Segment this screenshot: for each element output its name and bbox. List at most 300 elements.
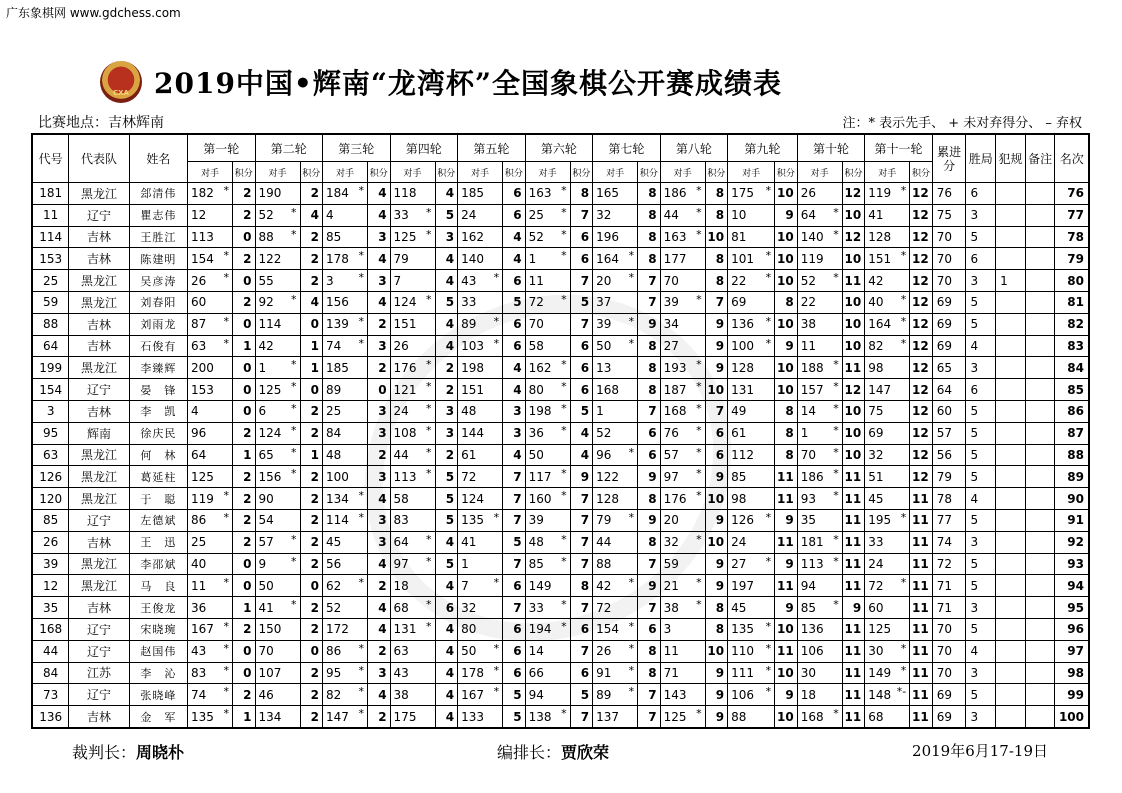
round-opponent <box>390 226 435 248</box>
rank: 89 <box>1055 466 1089 488</box>
player-name: 李 凯 <box>129 400 187 422</box>
round-points: 2 <box>300 183 323 205</box>
opponent-code: 134 <box>258 709 282 724</box>
progressive-score: 70 <box>932 270 966 292</box>
round-opponent <box>255 204 300 226</box>
round-opponent <box>323 313 368 335</box>
round-points: 4 <box>368 553 391 575</box>
player-code: 26 <box>32 531 69 553</box>
round-points: 7 <box>570 553 593 575</box>
round-points: 11 <box>775 488 798 510</box>
round-opponent <box>188 575 233 597</box>
round-points: 11 <box>775 640 798 662</box>
first-move-mark: * <box>628 663 635 677</box>
first-move-mark: * <box>358 336 365 350</box>
round-points: 9 <box>705 706 728 728</box>
round-opponent <box>525 379 570 401</box>
round-points: 7 <box>503 597 526 619</box>
opponent-code: 90 <box>258 491 274 506</box>
round-points: 9 <box>570 466 593 488</box>
remark <box>1025 357 1055 379</box>
opponent-code: 24 <box>393 404 409 419</box>
round-opponent <box>865 291 910 313</box>
opponent-code: 86 <box>326 644 342 659</box>
first-move-mark: * <box>561 467 567 481</box>
round-opponent <box>188 444 233 466</box>
opponent-code: 42 <box>596 578 612 593</box>
round-points: 10 <box>842 335 865 357</box>
round-points: 7 <box>570 706 593 728</box>
round-opponent <box>865 183 910 205</box>
opponent-code: 143 <box>663 687 687 702</box>
round-points: 6 <box>570 357 593 379</box>
opponent-code: 52 <box>800 273 816 288</box>
points-subheader: 积分 <box>503 162 526 183</box>
rank: 97 <box>1055 640 1089 662</box>
fouls-count <box>996 313 1026 335</box>
round-opponent <box>323 553 368 575</box>
player-code: 126 <box>32 466 69 488</box>
opponent-code: 198 <box>528 404 552 419</box>
opponent-code: 193 <box>663 360 687 375</box>
round-opponent <box>797 422 842 444</box>
opponent-code: 75 <box>868 404 884 419</box>
round-points: 12 <box>910 204 933 226</box>
player-team: 黑龙江 <box>69 444 129 466</box>
round-opponent <box>255 379 300 401</box>
first-move-mark: * <box>561 532 567 546</box>
first-move-mark: * <box>426 401 432 415</box>
opponent-code: 55 <box>258 273 274 288</box>
opponent-code: 89 <box>326 382 342 397</box>
round-opponent <box>458 226 503 248</box>
points-subheader: 积分 <box>910 162 933 183</box>
round-points: 7 <box>705 400 728 422</box>
round-points: 7 <box>570 597 593 619</box>
round-header: 第四轮 <box>390 134 458 162</box>
round-points: 5 <box>570 400 593 422</box>
player-team: 黑龙江 <box>69 466 129 488</box>
opponent-code: 122 <box>596 469 619 484</box>
opponent-code: 11 <box>528 273 544 288</box>
round-opponent <box>188 204 233 226</box>
first-move-mark: * <box>291 227 297 241</box>
opponent-code: 39 <box>596 317 612 332</box>
round-opponent <box>188 357 233 379</box>
round-opponent <box>323 575 368 597</box>
opponent-code: 195 <box>868 513 892 528</box>
fouls-count <box>996 335 1026 357</box>
round-opponent <box>797 531 842 553</box>
opponent-code: 151 <box>393 317 417 332</box>
round-points: 11 <box>910 684 933 706</box>
opponent-code: 113 <box>800 556 824 571</box>
opponent-code: 25 <box>326 404 342 419</box>
round-opponent <box>188 553 233 575</box>
first-move-mark: * <box>628 271 635 285</box>
round-points: 7 <box>503 553 526 575</box>
round-opponent <box>458 400 503 422</box>
remark <box>1025 444 1055 466</box>
round-opponent <box>593 466 638 488</box>
player-name: 吴彦涛 <box>129 270 187 292</box>
round-points: 4 <box>435 575 458 597</box>
first-move-mark: * <box>696 576 702 590</box>
round-points: 4 <box>368 204 391 226</box>
opponent-code: 198 <box>461 360 484 375</box>
round-points: 2 <box>233 291 256 313</box>
round-opponent <box>797 575 842 597</box>
round-points: 1 <box>300 357 323 379</box>
round-opponent <box>458 640 503 662</box>
round-opponent <box>593 248 638 270</box>
round-points: 8 <box>705 183 728 205</box>
rank: 85 <box>1055 379 1089 401</box>
round-points: 2 <box>300 662 323 684</box>
remark <box>1025 248 1055 270</box>
opponent-code: 39 <box>528 513 544 528</box>
opponent-code: 34 <box>663 317 679 332</box>
first-move-mark: * <box>223 184 229 197</box>
opponent-code: 98 <box>868 360 884 375</box>
opponent-code: 164 <box>868 317 892 332</box>
first-move-mark: * <box>291 205 297 219</box>
round-opponent <box>728 248 775 270</box>
rank: 90 <box>1055 488 1089 510</box>
opponent-code: 52 <box>528 229 544 244</box>
first-move-mark: * <box>628 510 635 524</box>
round-points: 12 <box>910 357 933 379</box>
opponent-code: 46 <box>258 687 274 702</box>
opponent-code: 93 <box>800 491 816 506</box>
opponent-code: 151 <box>461 382 484 397</box>
round-opponent <box>525 618 570 640</box>
first-move-mark: * <box>291 380 297 394</box>
first-move-mark: * <box>696 467 702 481</box>
progressive-score: 76 <box>932 183 966 205</box>
wins-count: 5 <box>966 291 996 313</box>
round-points: 12 <box>910 270 933 292</box>
round-points: 7 <box>638 270 661 292</box>
opponent-code: 119 <box>868 186 892 201</box>
wins-count: 5 <box>966 575 996 597</box>
opponent-code: 184 <box>326 186 349 201</box>
first-move-mark: * <box>696 184 702 197</box>
opponent-code: 32 <box>663 535 679 550</box>
round-opponent <box>728 335 775 357</box>
round-points: 5 <box>435 291 458 313</box>
round-opponent <box>255 226 300 248</box>
wins-count: 3 <box>966 270 996 292</box>
round-points: 3 <box>368 270 391 292</box>
round-points: 3 <box>368 531 391 553</box>
round-points: 6 <box>503 618 526 640</box>
round-opponent <box>525 662 570 684</box>
round-opponent <box>660 357 705 379</box>
round-points: 11 <box>842 531 865 553</box>
opponent-code: 11 <box>800 338 816 353</box>
opponent-code: 60 <box>868 600 884 615</box>
opponent-code: 24 <box>461 208 477 223</box>
opponent-code: 97 <box>393 556 409 571</box>
round-opponent <box>797 444 842 466</box>
fouls-count <box>996 531 1026 553</box>
first-move-mark: * <box>358 685 365 699</box>
opponent-code: 96 <box>191 426 207 441</box>
first-move-mark: * <box>358 576 365 590</box>
round-opponent <box>255 706 300 728</box>
player-name: 瞿志伟 <box>129 204 187 226</box>
table-row <box>32 357 1089 379</box>
opponent-code: 125 <box>258 382 282 397</box>
points-subheader: 积分 <box>233 162 256 183</box>
fouls-count <box>996 466 1026 488</box>
round-points: 5 <box>570 291 593 313</box>
opponent-code: 147 <box>326 709 349 724</box>
round-points: 6 <box>503 640 526 662</box>
opponent-code: 188 <box>800 360 824 375</box>
opponent-code: 168 <box>663 404 687 419</box>
round-points: 4 <box>570 444 593 466</box>
round-points: 11 <box>775 575 798 597</box>
opponent-code: 156 <box>326 295 349 310</box>
round-opponent <box>458 618 503 640</box>
remark <box>1025 313 1055 335</box>
round-points: 5 <box>435 488 458 510</box>
table-row <box>32 444 1089 466</box>
round-opponent <box>525 509 570 531</box>
opponent-code: 101 <box>731 251 755 266</box>
first-move-mark: * <box>561 358 567 372</box>
opponent-code: 72 <box>461 469 477 484</box>
col-header-progressive: 累进分 <box>932 134 966 183</box>
round-points: 9 <box>705 684 728 706</box>
opponent-subheader: 对手 <box>797 162 842 183</box>
opponent-code: 163 <box>663 229 687 244</box>
round-opponent <box>188 488 233 510</box>
first-move-mark: * <box>765 510 772 524</box>
first-move-mark: * <box>358 314 365 328</box>
round-points: 10 <box>775 706 798 728</box>
round-points: 6 <box>435 597 458 619</box>
round-points: 7 <box>570 509 593 531</box>
round-opponent <box>525 313 570 335</box>
round-points: 7 <box>570 313 593 335</box>
round-points: 12 <box>842 226 865 248</box>
table-row <box>32 226 1089 248</box>
opponent-code: 124 <box>393 295 417 310</box>
round-opponent <box>323 204 368 226</box>
round-opponent <box>797 248 842 270</box>
round-points: 0 <box>300 379 323 401</box>
first-move-mark: * <box>628 249 635 263</box>
opponent-code: 57 <box>663 447 679 462</box>
progressive-score: 74 <box>932 531 966 553</box>
round-points: 0 <box>233 662 256 684</box>
opponent-code: 12 <box>191 208 207 223</box>
round-points: 7 <box>705 291 728 313</box>
rank: 76 <box>1055 183 1089 205</box>
rank: 83 <box>1055 335 1089 357</box>
remark <box>1025 226 1055 248</box>
round-opponent <box>728 422 775 444</box>
round-points: 8 <box>705 618 728 640</box>
round-opponent <box>390 684 435 706</box>
round-points: 9 <box>638 466 661 488</box>
fouls-count <box>996 509 1026 531</box>
round-points: 7 <box>570 204 593 226</box>
round-points: 10 <box>775 226 798 248</box>
opponent-code: 45 <box>731 600 747 615</box>
round-opponent <box>323 422 368 444</box>
first-move-mark: * <box>628 641 635 655</box>
round-points: 8 <box>705 248 728 270</box>
opponent-code: 88 <box>596 556 612 571</box>
round-opponent <box>525 291 570 313</box>
round-points: 6 <box>503 575 526 597</box>
round-points: 3 <box>368 466 391 488</box>
opponent-code: 41 <box>868 208 884 223</box>
round-opponent <box>728 270 775 292</box>
wins-count: 3 <box>966 357 996 379</box>
opponent-code: 85 <box>731 469 747 484</box>
opponent-code: 21 <box>663 578 679 593</box>
first-move-mark: * <box>833 401 839 415</box>
round-opponent <box>865 531 910 553</box>
opponent-code: 106 <box>800 644 824 659</box>
round-opponent <box>865 466 910 488</box>
round-opponent <box>660 379 705 401</box>
player-team: 黑龙江 <box>69 488 129 510</box>
opponent-code: 18 <box>800 687 816 702</box>
round-opponent <box>255 444 300 466</box>
player-code: 95 <box>32 422 69 444</box>
player-code: 168 <box>32 618 69 640</box>
player-team: 吉林 <box>69 706 129 728</box>
first-move-mark: *- <box>896 685 907 699</box>
opponent-code: 81 <box>731 229 747 244</box>
opponent-code: 43 <box>461 273 477 288</box>
opponent-code: 185 <box>461 186 484 201</box>
round-points: 7 <box>570 488 593 510</box>
wins-count: 6 <box>966 379 996 401</box>
round-opponent <box>458 662 503 684</box>
round-opponent <box>255 248 300 270</box>
progressive-score: 70 <box>932 662 966 684</box>
opponent-code: 38 <box>663 600 679 615</box>
table-row <box>32 706 1089 728</box>
opponent-code: 125 <box>663 709 687 724</box>
opponent-code: 43 <box>191 644 207 659</box>
round-points: 3 <box>435 400 458 422</box>
rank: 88 <box>1055 444 1089 466</box>
opponent-code: 175 <box>393 709 417 724</box>
opponent-code: 186 <box>800 469 824 484</box>
round-points: 4 <box>368 618 391 640</box>
round-opponent <box>525 575 570 597</box>
round-opponent <box>865 204 910 226</box>
round-points: 9 <box>705 575 728 597</box>
opponent-code: 114 <box>258 317 282 332</box>
first-move-mark: * <box>628 336 635 350</box>
player-team: 吉林 <box>69 313 129 335</box>
fouls-count <box>996 379 1026 401</box>
player-code: 11 <box>32 204 69 226</box>
round-points: 7 <box>638 684 661 706</box>
round-opponent <box>188 248 233 270</box>
round-opponent <box>525 204 570 226</box>
first-move-mark: * <box>358 249 365 263</box>
table-row <box>32 575 1089 597</box>
round-points: 10 <box>705 488 728 510</box>
opponent-code: 91 <box>596 665 612 680</box>
opponent-code: 7 <box>393 273 402 288</box>
opponent-code: 50 <box>596 338 612 353</box>
round-opponent <box>525 444 570 466</box>
opponent-code: 11 <box>191 578 207 593</box>
round-points: 4 <box>368 684 391 706</box>
round-points: 9 <box>705 357 728 379</box>
fouls-count <box>996 357 1026 379</box>
round-points: 10 <box>775 662 798 684</box>
round-points: 11 <box>910 531 933 553</box>
opponent-code: 33 <box>393 208 409 223</box>
round-opponent <box>593 379 638 401</box>
round-points: 8 <box>705 597 728 619</box>
opponent-code: 165 <box>596 186 619 201</box>
round-points: 3 <box>368 226 391 248</box>
round-points: 7 <box>638 706 661 728</box>
round-opponent <box>797 357 842 379</box>
opponent-code: 103 <box>461 338 484 353</box>
event-date: 2019年6月17-19日 <box>912 742 1048 760</box>
remark <box>1025 270 1055 292</box>
opponent-code: 100 <box>731 338 755 353</box>
opponent-code: 48 <box>326 447 342 462</box>
first-move-mark: * <box>833 707 839 721</box>
round-points: 8 <box>638 183 661 205</box>
round-opponent <box>797 662 842 684</box>
round-points: 2 <box>300 553 323 575</box>
fouls-count <box>996 248 1026 270</box>
round-points: 9 <box>705 553 728 575</box>
round-points: 12 <box>910 422 933 444</box>
table-row <box>32 684 1089 706</box>
venue-label: 比赛地点：吉林辉南 <box>38 115 164 131</box>
round-points: 9 <box>775 204 798 226</box>
round-points: 10 <box>842 204 865 226</box>
round-header: 第九轮 <box>728 134 798 162</box>
round-opponent <box>865 400 910 422</box>
round-opponent <box>525 640 570 662</box>
opponent-code: 119 <box>191 491 214 506</box>
round-points: 6 <box>503 204 526 226</box>
round-opponent <box>525 488 570 510</box>
round-points: 12 <box>910 248 933 270</box>
opponent-code: 168 <box>596 382 619 397</box>
round-opponent <box>728 204 775 226</box>
round-points: 2 <box>300 706 323 728</box>
opponent-code: 118 <box>393 186 417 201</box>
round-points: 7 <box>638 400 661 422</box>
player-name: 于 聪 <box>129 488 187 510</box>
round-points: 4 <box>435 640 458 662</box>
round-opponent <box>593 270 638 292</box>
round-opponent <box>797 640 842 662</box>
first-move-mark: * <box>358 641 365 655</box>
table-row <box>32 662 1089 684</box>
opponent-code: 147 <box>868 382 892 397</box>
